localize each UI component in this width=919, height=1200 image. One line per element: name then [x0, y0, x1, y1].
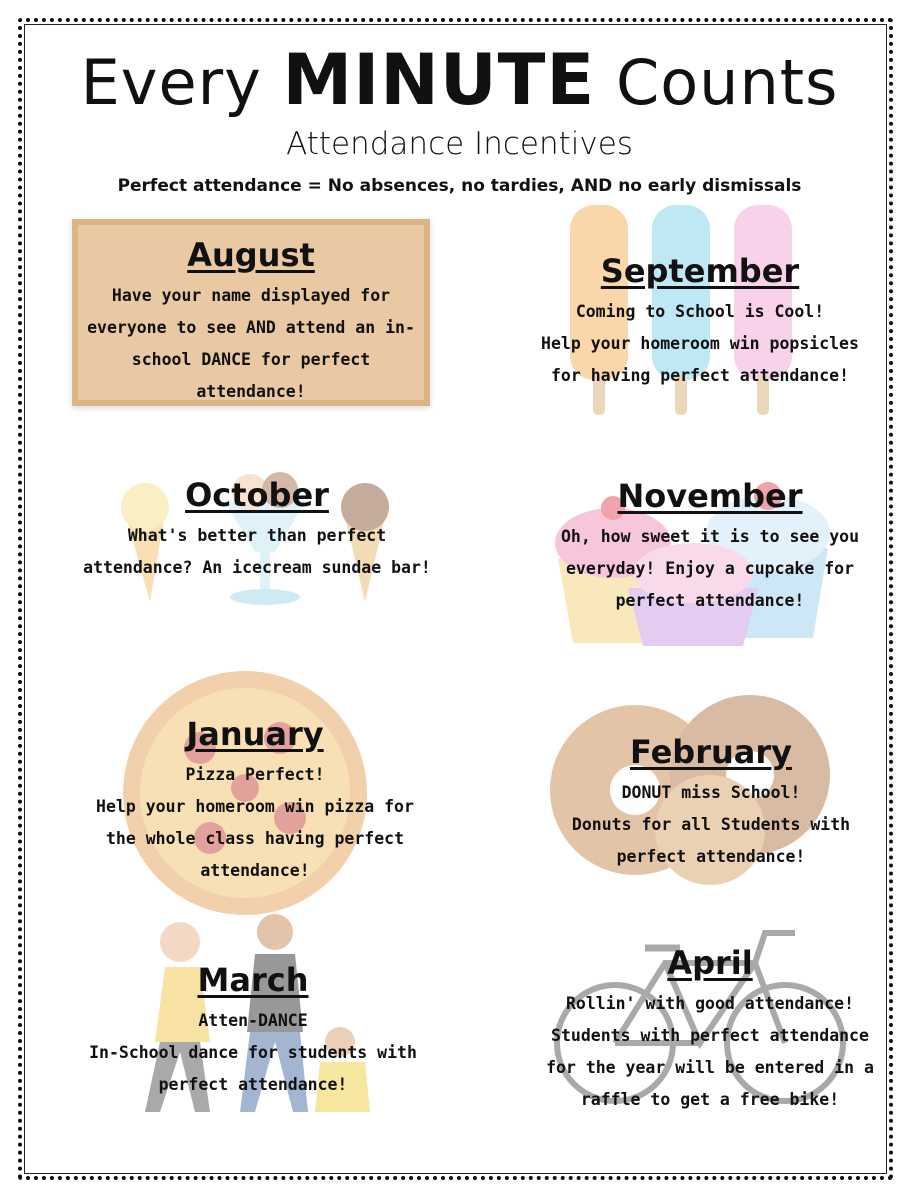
month-title: April [667, 944, 753, 982]
card-line: Students with perfect attendance [551, 1026, 869, 1045]
title-emphasis: MINUTE [282, 39, 596, 121]
card-october [62, 476, 452, 584]
card-april [520, 944, 900, 1116]
card-line: Pizza Perfect! [185, 765, 325, 784]
page-subtitle: Attendance Incentives [286, 126, 633, 162]
card-line: perfect attendance! [616, 847, 806, 866]
card-line: everyday! Enjoy a cupcake for [565, 559, 855, 578]
month-title: November [617, 477, 803, 515]
card-february [530, 733, 892, 873]
month-title: August [187, 236, 315, 274]
card-line: Atten-DANCE [198, 1011, 308, 1030]
card-line: for having perfect attendance! [550, 366, 849, 385]
card-august [72, 236, 430, 408]
month-title: January [186, 715, 324, 753]
month-title: March [197, 961, 309, 999]
card-line: DONUT miss School! [621, 783, 801, 802]
card-march [68, 961, 438, 1101]
card-line: attendance? An icecream sundae bar! [83, 558, 431, 577]
card-line: In-School dance for students with [89, 1043, 417, 1062]
month-title: February [630, 733, 792, 771]
month-title: October [185, 476, 329, 514]
card-september [508, 252, 892, 392]
card-line: Help your homeroom win pizza for [96, 797, 414, 816]
attendance-rule: Perfect attendance = No absences, no tardies, AND no early dismissals [117, 176, 802, 196]
card-january [60, 715, 450, 887]
card-line: perfect attendance! [158, 1075, 348, 1094]
card-line: What's better than perfect [127, 526, 387, 545]
card-line: Oh, how sweet it is to see you [560, 527, 859, 546]
card-line: Donuts for all Students with [571, 815, 851, 834]
title-post: Counts [615, 46, 839, 119]
card-line: perfect attendance! [615, 591, 805, 610]
card-line: for the year will be entered in a [546, 1058, 874, 1077]
card-line: school DANCE for perfect [131, 350, 371, 369]
card-line: the whole class having perfect [105, 829, 404, 848]
card-line: Coming to School is Cool! [575, 302, 825, 321]
card-line: attendance! [200, 861, 310, 880]
title-pre: Every [80, 46, 262, 119]
card-line: raffle to get a free bike! [580, 1090, 840, 1109]
card-line: Have your name displayed for [111, 286, 391, 305]
month-title: September [600, 252, 800, 290]
card-line: everyone to see AND attend an in- [87, 318, 415, 337]
card-line: attendance! [196, 382, 306, 401]
page-title [0, 40, 919, 123]
card-line: Rollin' with good attendance! [565, 994, 855, 1013]
card-line: Help your homeroom win popsicles [541, 334, 859, 353]
card-november [520, 477, 900, 617]
